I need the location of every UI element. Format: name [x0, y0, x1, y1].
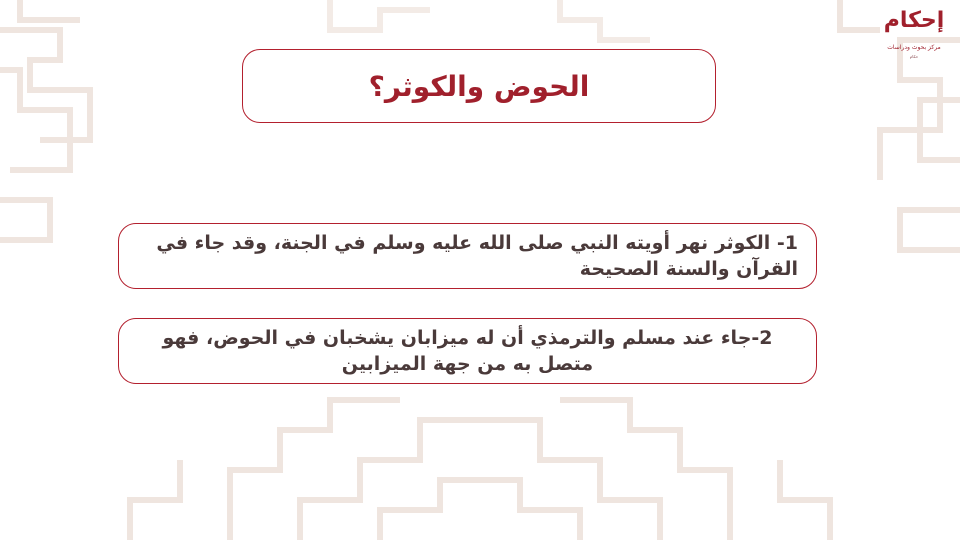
logo-name: إحكام	[883, 8, 945, 33]
point-box-1	[118, 223, 817, 289]
slide-title: الحوض والكوثر؟	[368, 69, 590, 103]
point-text-2: 2-جاء عند مسلم والترمذي أن له ميزابان يشخبان في الحوض، فهو متصل به من جهة الميزابين	[162, 327, 773, 375]
logo-tagline: مركز بحوث ودراسات	[887, 44, 941, 51]
point-box-2	[118, 318, 817, 384]
logo-small-text: حكام	[909, 54, 919, 59]
left-ornament	[0, 0, 90, 240]
logo	[880, 4, 948, 64]
point-text-1: 1- الكوثر نهر أويته النبي صلى الله عليه وسلم في الجنة، وقد جاء في القرآن والسنة الصحيحة	[156, 232, 798, 280]
title-box	[242, 49, 716, 123]
bottom-ornament	[130, 400, 830, 540]
top-ornament	[330, 0, 650, 40]
